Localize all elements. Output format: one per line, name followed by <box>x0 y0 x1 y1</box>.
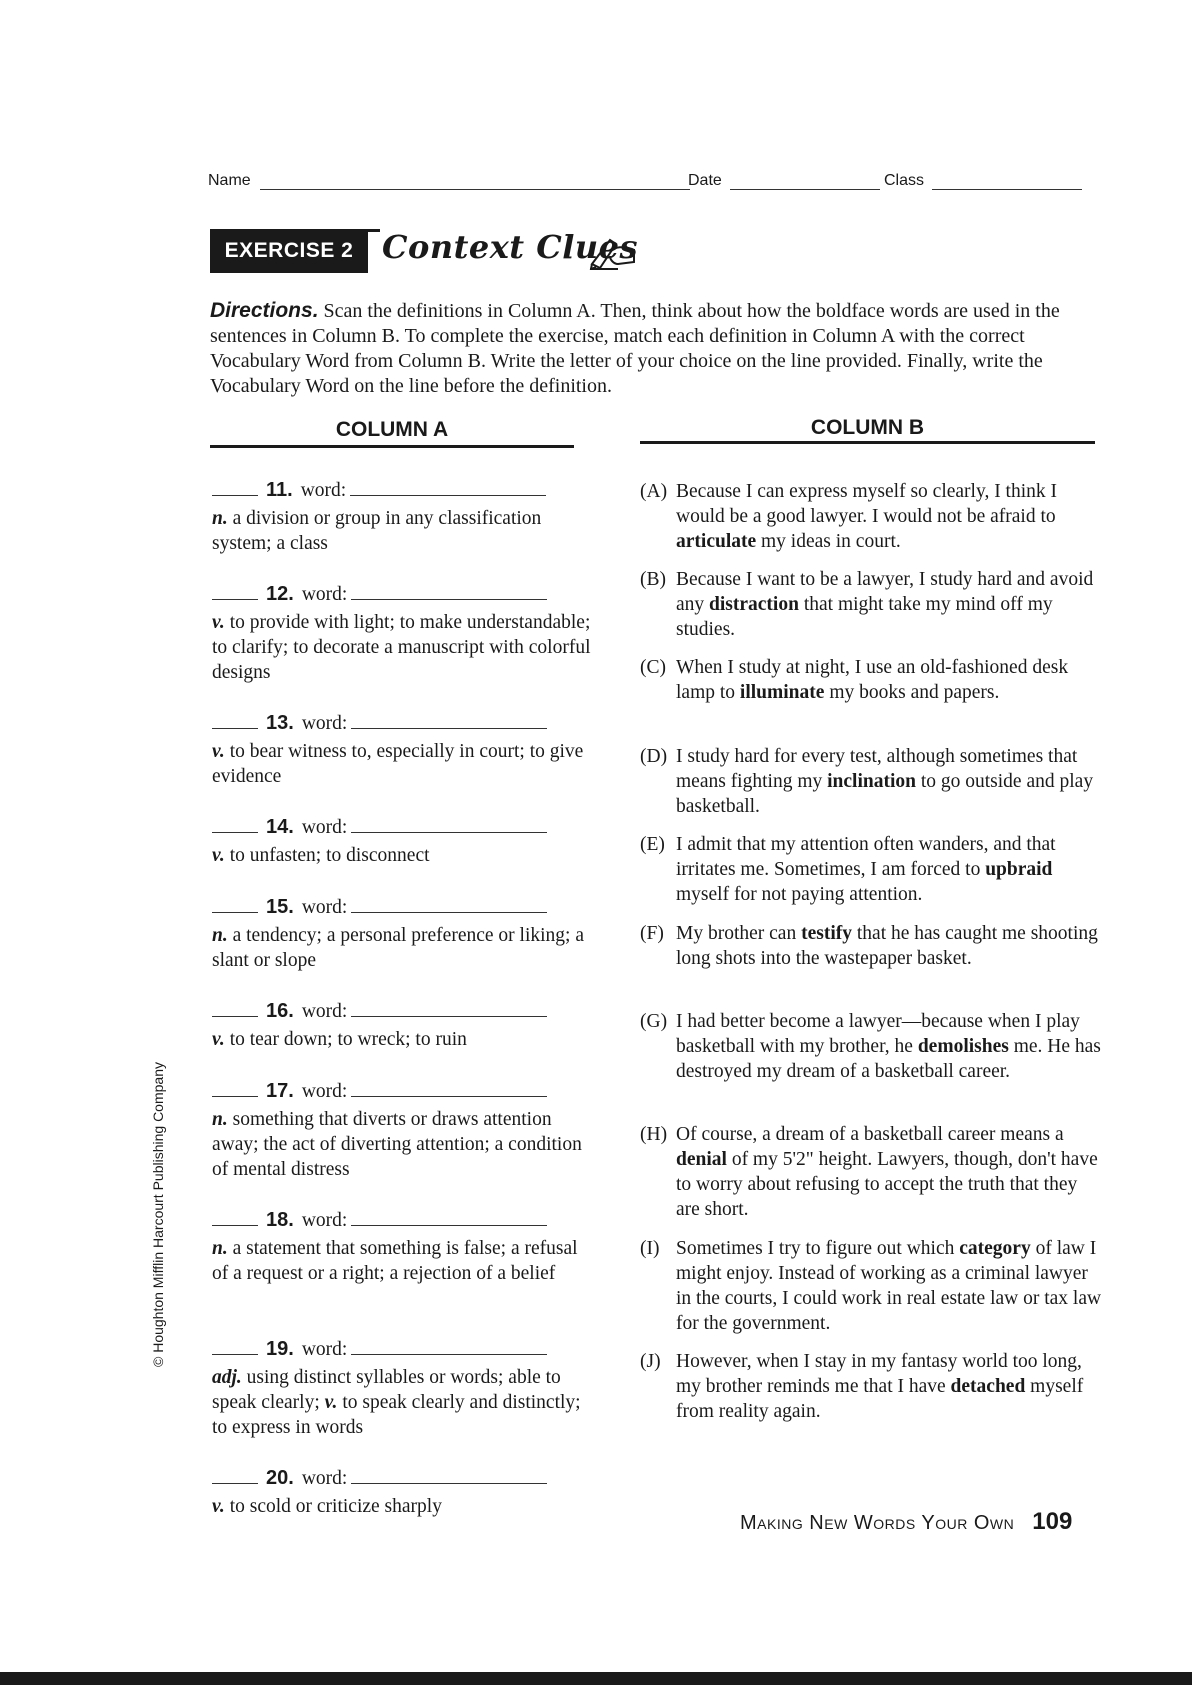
sentence-item: (H) Of course, a dream of a basketball career means a denial of my 5'2" height. Lawyers, though, don't have to worry about refusing to accept the truth that they are short. <box>640 1124 1098 1220</box>
sentence-item: (D) I study hard for every test, although sometimes that means fighting my inclination to go outside and play basketball. <box>640 746 1094 817</box>
answer-blank[interactable] <box>212 1016 258 1017</box>
page-number: 109 <box>1032 1508 1073 1535</box>
word-blank[interactable] <box>351 599 547 600</box>
answer-blank[interactable] <box>212 1096 258 1097</box>
directions-label: Directions. <box>210 299 319 322</box>
student-header <box>208 172 1086 196</box>
definition-item: 20. word: v. to scold or criticize sharply <box>212 1466 592 1519</box>
sentence-item: (B) Because I want to be a lawyer, I study hard and avoid any distraction that might take my mind off my studies. <box>640 569 1094 640</box>
column-b-rule <box>640 441 1095 444</box>
word-blank[interactable] <box>351 912 547 913</box>
name-field[interactable] <box>260 189 690 190</box>
book-title: Making New Words Your Own <box>740 1512 1015 1534</box>
sentence-item: (C) When I study at night, I use an old-fashioned desk lamp to illuminate my books and papers. <box>640 657 1069 703</box>
word-blank[interactable] <box>351 832 547 833</box>
answer-blank[interactable] <box>212 495 258 496</box>
sentence-item: (A) Because I can express myself so clearly, I think I would be a good lawyer. I would not be afraid to articulate my ideas in court. <box>640 481 1058 552</box>
answer-blank[interactable] <box>212 1354 258 1355</box>
exercise-title: Context Clues <box>382 228 638 266</box>
pencil-hand-icon <box>588 234 640 270</box>
date-label: Date <box>688 172 722 189</box>
sentence-item: (G) I had better become a lawyer—because when I play basketball with my brother, he demolishes me. He has destroyed my dream of a basketball career. <box>640 1011 1101 1082</box>
word-blank[interactable] <box>351 1016 547 1017</box>
definition-item: 14. word: v. to unfasten; to disconnect <box>212 815 592 868</box>
sentence-item: (E) I admit that my attention often wanders, and that irritates me. Sometimes, I am forced to upbraid myself for not paying attention. <box>640 834 1056 905</box>
word-blank[interactable] <box>351 1354 547 1355</box>
column-b-heading: COLUMN B <box>810 416 925 439</box>
answer-blank[interactable] <box>212 728 258 729</box>
column-a-heading: COLUMN A <box>335 418 449 441</box>
answer-blank[interactable] <box>212 832 258 833</box>
page-footer <box>740 1508 1072 1536</box>
word-blank[interactable] <box>350 495 546 496</box>
answer-blank[interactable] <box>212 912 258 913</box>
answer-blank[interactable] <box>212 599 258 600</box>
answer-blank[interactable] <box>212 1483 258 1484</box>
class-field[interactable] <box>932 189 1082 190</box>
word-blank[interactable] <box>351 728 547 729</box>
exercise-badge: EXERCISE 2 <box>210 229 368 273</box>
definition-item: 16. word: v. to tear down; to wreck; to ruin <box>212 999 592 1052</box>
word-blank[interactable] <box>351 1225 547 1226</box>
definition-item: 12. word: v. to provide with light; to make understandable; to clarify; to decorate a manuscript with colorful designs <box>212 583 591 683</box>
scan-edge <box>0 1672 1192 1685</box>
sentence-item: (F) My brother can testify that he has caught me shooting long shots into the wastepaper basket. <box>640 923 1098 969</box>
date-field[interactable] <box>730 189 880 190</box>
answer-blank[interactable] <box>212 1225 258 1226</box>
sentence-item: (I) Sometimes I try to figure out which category of law I might enjoy. Instead of working as a criminal lawyer in the courts, I could work in real estate law or tax law for the government. <box>640 1238 1102 1334</box>
word-blank[interactable] <box>351 1483 547 1484</box>
definition-item: 19. word: adj. using distinct syllables or words; able to speak clearly; v. to speak clearly and distinctly; to express in words <box>212 1338 581 1438</box>
definition-item: 15. word: n. a tendency; a personal preference or liking; a slant or slope <box>212 896 584 971</box>
definition-item: 13. word: v. to bear witness to, especially in court; to give evidence <box>212 712 584 787</box>
column-a-rule <box>210 445 574 448</box>
sentence-item: (J) However, when I stay in my fantasy world too long, my brother reminds me that I have detached myself from reality again. <box>640 1351 1084 1422</box>
definition-item: 11. word: n. a division or group in any classification system; a class <box>212 478 592 556</box>
class-label: Class <box>884 172 925 189</box>
directions-text: Scan the definitions in Column A. Then, think about how the boldface words are used in the sentences in Column B. To complete the exercise, match each definition in Column A with the correct Vocabulary Word from Column B. Write the letter of your choice on the line provided. Finally, write the Vocabulary Word on the line before the definition. <box>210 300 1060 397</box>
name-label: Name <box>208 172 251 189</box>
directions <box>210 298 1095 399</box>
definition-item: 17. word: n. something that diverts or draws attention away; the act of diverting attention; a condition of mental distress <box>212 1080 582 1180</box>
definition-item: 18. word: n. a statement that something is false; a refusal of a request or a right; a rejection of a belief <box>212 1209 578 1284</box>
word-blank[interactable] <box>351 1096 547 1097</box>
